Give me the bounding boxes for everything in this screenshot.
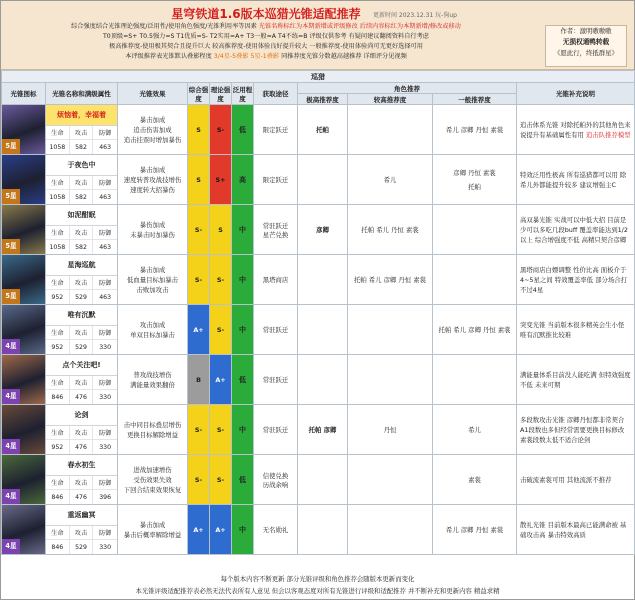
- lightcone-art: [2, 305, 46, 355]
- rec-high: [298, 505, 348, 555]
- header-overall: 综合强度: [188, 83, 210, 105]
- stat-label: 攻击: [70, 526, 94, 540]
- note-text: 多段数攻击光锥 彦卿丹恒都非常契合 A1段数也多但经常需要更换目标修改 素裳段数太低不适合论剑: [520, 415, 625, 444]
- lightcone-note: [517, 505, 635, 555]
- stat-label: 生命: [46, 276, 70, 290]
- lightcone-name-cell: [46, 105, 118, 155]
- table-row: [2, 405, 635, 455]
- stat-label: 防御: [93, 326, 117, 340]
- theory-grade: A+: [210, 355, 232, 405]
- lightcone-name: 星海巡航: [67, 261, 96, 269]
- header-notes: 光锥补充说明: [517, 83, 635, 105]
- lightcone-name: 烦恼着，幸福着: [46, 105, 117, 125]
- lightcone-name-cell: [46, 455, 118, 505]
- lightcone-art: [2, 105, 46, 155]
- header-notes: [1, 22, 531, 62]
- stat-label: 攻击: [70, 276, 94, 290]
- stat-label: 生命: [46, 526, 70, 540]
- header-note-text: 同推荐度光锥分数越高越推荐 详细评分见视频: [279, 53, 407, 60]
- stat-value: 330: [99, 343, 112, 351]
- lightcone-effect: 暴伤加成 未暴击时加暴伤: [118, 205, 188, 255]
- rarity-badge: 5星: [2, 289, 20, 304]
- header-note-text: 3/4星-5叠影 5星-1叠影: [213, 53, 280, 60]
- stat-value: 330: [99, 443, 112, 451]
- table-row: [2, 355, 635, 405]
- lightcone-name: 于夜色中: [67, 161, 96, 169]
- theory-grade: A+: [210, 505, 232, 555]
- lightcone-note: [517, 255, 635, 305]
- rec-mid: [348, 305, 433, 355]
- author-motto: 《愿此行，终抵群星》: [554, 49, 618, 57]
- header-note-line: [1, 42, 531, 52]
- stat-value: 846: [46, 540, 70, 554]
- lightcone-name-cell: [46, 155, 118, 205]
- lightcone-note: [517, 455, 635, 505]
- theory-grade: S-: [210, 405, 232, 455]
- acquire-source: 限定跃迁: [254, 155, 298, 205]
- header-note-text: 光锥名称标红为本期新增或评级修改 后续内容标红为本期新增/修改或移动: [258, 23, 461, 30]
- stat-value: 529: [70, 340, 94, 354]
- lightcone-name-cell: [46, 355, 118, 405]
- usage-grade: 中: [232, 255, 254, 305]
- rec-high: 托帕 彦卿: [298, 405, 348, 455]
- overall-grade: A+: [188, 505, 210, 555]
- theory-grade: S+: [210, 155, 232, 205]
- lightcone-note: [517, 205, 635, 255]
- stat-label: 防御: [93, 426, 117, 440]
- page-title: 星穹铁道1.6版本巡猎光锥适配推荐: [171, 7, 361, 21]
- header-note-line: [1, 52, 531, 62]
- table-row: [2, 205, 635, 255]
- author-tagline: 无损权通鸭转载: [562, 38, 610, 46]
- lightcone-name: 如泥酣眠: [67, 211, 96, 219]
- rec-mid: [348, 505, 433, 555]
- rec-mid: 托帕 希儿 丹恒 素裳: [348, 205, 433, 255]
- table-row: [2, 305, 635, 355]
- header-theory: 理论强度: [210, 83, 232, 105]
- note-text: 追击体系光锥 对除托帕外的其他角色来说提升有基础属性有用: [520, 120, 631, 139]
- rec-high: [298, 355, 348, 405]
- header-usage: 泛用程度: [232, 83, 254, 105]
- acquire-source: 限定跃迁: [254, 105, 298, 155]
- stat-value: 952: [46, 290, 70, 304]
- acquire-source: 常驻跃迁: [254, 355, 298, 405]
- theory-grade: S-: [210, 455, 232, 505]
- rec-low-text: 希儿 彦卿 丹恒 素裳: [445, 125, 504, 134]
- header-rec-high: 极高推荐度: [298, 94, 348, 105]
- header-note-line: [1, 32, 531, 42]
- stat-label: 攻击: [70, 476, 94, 490]
- rec-mid: [348, 455, 433, 505]
- rec-mid: 希儿: [348, 155, 433, 205]
- rarity-badge: 4星: [2, 439, 20, 454]
- note-text: 高双暴光锥 实战可以中低大招 目前是少可以多吃几段buff 覆盖率能达到1/2以上 综合增强度不低 高精只契合彦卿: [520, 215, 628, 244]
- stat-label: 防御: [93, 476, 117, 490]
- theory-grade: S-: [210, 305, 232, 355]
- lightcone-effect: 暴击加成 速度转普攻战技增伤 速度转大招暴伤: [118, 155, 188, 205]
- lightcone-name: 唯有沉默: [67, 311, 96, 319]
- lightcone-effect: 暴击加成 暴击后概率解除增益: [118, 505, 188, 555]
- table-row: [2, 155, 635, 205]
- lightcone-table: [1, 70, 635, 555]
- stat-value: 529: [70, 540, 94, 554]
- header-rec-low: 一般推荐度: [433, 94, 517, 105]
- lightcone-name: 点个关注吧!: [62, 361, 101, 369]
- stat-label: 生命: [46, 326, 70, 340]
- rec-low: [433, 105, 517, 155]
- lightcone-name-cell: [46, 255, 118, 305]
- rec-low: [433, 455, 517, 505]
- stat-value: 476: [70, 440, 94, 454]
- overall-grade: B: [188, 355, 210, 405]
- lightcone-name-cell: [46, 305, 118, 355]
- stat-label: 攻击: [70, 326, 94, 340]
- acquire-source: 常驻跃迁: [254, 305, 298, 355]
- footer-line-2: 本光锥评级适配推荐表必然无法代表所有人意见 但会以客观态度对所有光锥进行评级和适配推荐 并不断补充和更新内容 精益求精: [135, 587, 500, 595]
- stat-label: 生命: [46, 376, 70, 390]
- rec-low: [433, 155, 517, 205]
- rec-low: [433, 355, 517, 405]
- note-text: 特效泛用性极高 所有巡猎都可以用 除希儿外都能提升较多 建议增强主C: [520, 170, 627, 189]
- author-name: 激明嗷嗷嗷: [579, 27, 612, 35]
- usage-grade: 中: [232, 505, 254, 555]
- theory-grade: S-: [210, 255, 232, 305]
- lightcone-effect: 攻击加成 单双目标加暴击: [118, 305, 188, 355]
- note-text: 突变光锥 当前版本很多精英会生小怪 唯有沉默推比较难: [520, 320, 625, 339]
- stat-value: 476: [70, 390, 94, 404]
- stat-label: 生命: [46, 226, 70, 240]
- stat-value: 396: [99, 493, 112, 501]
- author-box: [545, 25, 627, 67]
- note-text: 满能量体系目前没人能吃满 但特效强度不低 未来可期: [520, 370, 631, 389]
- note-highlight: 追击队推荐模型: [585, 130, 631, 139]
- rarity-badge: 4星: [2, 489, 20, 504]
- stat-label: 防御: [93, 276, 117, 290]
- lightcone-name: 重返幽冥: [67, 511, 96, 519]
- rarity-badge: 5星: [2, 239, 20, 254]
- header-note-text: 极高推荐度-使用极其契合且提升巨大 较高推荐度-使用体验良好提升较大 一般推荐度-使用体验尚可无更好选择可用: [109, 43, 423, 50]
- table-row: [2, 455, 635, 505]
- rarity-badge: 4星: [2, 389, 20, 404]
- stat-value: 330: [99, 543, 112, 551]
- stat-label: 攻击: [70, 176, 94, 190]
- stat-label: 防御: [93, 176, 117, 190]
- lightcone-effect: 普攻战技增伤 满能量效果翻倍: [118, 355, 188, 405]
- lightcone-art: [2, 405, 46, 455]
- overall-grade: S-: [188, 205, 210, 255]
- lightcone-name: 春水初生: [67, 461, 96, 469]
- table-row: [2, 255, 635, 305]
- rec-low-text: 希儿: [468, 425, 481, 434]
- header-icon: 光锥图标: [2, 83, 46, 105]
- stat-label: 生命: [46, 426, 70, 440]
- rarity-badge: 5星: [2, 189, 20, 204]
- stat-value: 463: [99, 193, 112, 201]
- acquire-source: 信使兑换 历战余响: [254, 455, 298, 505]
- lightcone-name-cell: [46, 205, 118, 255]
- table-row: [2, 505, 635, 555]
- header-note-text: T0顶级=S+ T0.5强力=S T1优质=S- T2实用=A+ T3一般=A T4不练=B 评级仅供参考 有疑问建议翻阅资料自行考虑: [103, 33, 429, 40]
- overall-grade: S-: [188, 255, 210, 305]
- lightcone-art: [2, 455, 46, 505]
- note-text: 散礼光锥 目前版本最高已能满命被 基础攻击高 暴击特效高质: [520, 520, 627, 539]
- rec-low: [433, 505, 517, 555]
- acquire-source: 常驻跃迁 星芒兑换: [254, 205, 298, 255]
- lightcone-name-cell: [46, 405, 118, 455]
- lightcone-effect: 击中同目标叠层增伤 更换目标解除增益: [118, 405, 188, 455]
- header-effect: 光锥效果: [118, 83, 188, 105]
- stat-value: 463: [99, 243, 112, 251]
- lightcone-effect: 进战加速增伤 受伤效果失效 下回合结束效果恢复: [118, 455, 188, 505]
- stat-value: 952: [46, 440, 70, 454]
- author-label: 作者：: [560, 27, 580, 35]
- rec-mid: [348, 105, 433, 155]
- lightcone-note: [517, 405, 635, 455]
- usage-grade: 低: [232, 105, 254, 155]
- rec-low: [433, 305, 517, 355]
- stat-value: 582: [70, 240, 94, 254]
- stat-value: 1058: [46, 140, 70, 154]
- lightcone-note: [517, 155, 635, 205]
- stat-value: 463: [99, 143, 112, 151]
- rec-low-text: 彦卿 丹恒 素裳: [453, 168, 496, 177]
- footer: [1, 573, 634, 597]
- stat-label: 防御: [93, 226, 117, 240]
- lightcone-note: [517, 355, 635, 405]
- stat-label: 防御: [93, 526, 117, 540]
- acquire-source: 黑塔商店: [254, 255, 298, 305]
- update-time: 更新时间 2023.12.31 玩-狗up: [373, 12, 457, 19]
- rec-low-extra: 托帕: [468, 182, 481, 191]
- rarity-badge: 5星: [2, 139, 20, 154]
- stat-value: 952: [46, 340, 70, 354]
- lightcone-note: [517, 105, 635, 155]
- rarity-badge: 4星: [2, 339, 20, 354]
- header-source: 获取途径: [254, 83, 298, 105]
- rec-low: [433, 405, 517, 455]
- stat-label: 攻击: [70, 376, 94, 390]
- overall-grade: A+: [188, 305, 210, 355]
- theory-grade: S-: [210, 105, 232, 155]
- lightcone-art: [2, 205, 46, 255]
- lightcone-art: [2, 155, 46, 205]
- header-note-text: 本评级推荐表光锥默认叠影程度: [125, 53, 214, 60]
- rarity-badge: 4星: [2, 539, 20, 554]
- rec-high: [298, 455, 348, 505]
- stat-label: 攻击: [70, 226, 94, 240]
- stat-value: 1058: [46, 190, 70, 204]
- stat-label: 防御: [93, 376, 117, 390]
- rec-high: 彦卿: [298, 205, 348, 255]
- rec-low: [433, 205, 517, 255]
- header-area: [1, 1, 634, 70]
- lightcone-name-cell: [46, 505, 118, 555]
- note-text: 击破流素裳可用 其他流派不推荐: [520, 475, 612, 484]
- lightcone-art: [2, 505, 46, 555]
- rec-low: [433, 255, 517, 305]
- usage-grade: 低: [232, 355, 254, 405]
- overall-grade: S-: [188, 455, 210, 505]
- rec-mid: 托帕 希儿 彦卿 丹恒 素裳: [348, 255, 433, 305]
- header-rec-group: 角色推荐: [298, 83, 517, 94]
- stat-value: 463: [99, 293, 112, 301]
- lightcone-art: [2, 255, 46, 305]
- lightcone-note: [517, 305, 635, 355]
- table-row: [2, 105, 635, 155]
- lightcone-name: 论剑: [74, 411, 89, 419]
- header-note-line: [1, 22, 531, 32]
- overall-grade: S: [188, 105, 210, 155]
- rec-mid: [348, 355, 433, 405]
- lightcone-effect: 暴击加成 低血量目标加暴击 击败加攻击: [118, 255, 188, 305]
- rec-high: 托帕: [298, 105, 348, 155]
- note-text: 黑塔商店白嫖调整 性价比高 面板介于4~5星之间 特效覆盖率低 部分场合打不过4星: [520, 265, 628, 294]
- header-name: 光锥名称和满级属性: [46, 83, 118, 105]
- stat-value: 582: [70, 190, 94, 204]
- usage-grade: 中: [232, 305, 254, 355]
- stat-value: 330: [99, 393, 112, 401]
- stat-label: 攻击: [70, 426, 94, 440]
- theory-grade: S: [210, 205, 232, 255]
- overall-grade: S: [188, 155, 210, 205]
- stat-value: 529: [70, 290, 94, 304]
- rec-high: [298, 305, 348, 355]
- acquire-source: 无名勋礼: [254, 505, 298, 555]
- stat-value: 476: [70, 490, 94, 504]
- rec-high: [298, 155, 348, 205]
- usage-grade: 高: [232, 155, 254, 205]
- rec-low-text: 托帕 希儿 彦卿 丹恒 素裳: [438, 325, 511, 334]
- rec-high: [298, 255, 348, 305]
- stat-value: 1058: [46, 240, 70, 254]
- header-rec-mid: 较高推荐度: [348, 94, 433, 105]
- stat-label: 生命: [46, 476, 70, 490]
- stat-label: 生命: [46, 126, 70, 140]
- section-title: 巡猎: [2, 71, 635, 83]
- header-note-text: 综合强度结合光锥理论强度/泛用性/使用角色强度/光锥利用率等因素: [71, 23, 259, 30]
- stat-label: 生命: [46, 176, 70, 190]
- usage-grade: 中: [232, 205, 254, 255]
- usage-grade: 低: [232, 455, 254, 505]
- lightcone-effect: 暴击加成 追击伤害加成 追击挂票时增加暴伤: [118, 105, 188, 155]
- overall-grade: S-: [188, 405, 210, 455]
- stat-label: 防御: [93, 126, 117, 140]
- acquire-source: 常驻跃迁: [254, 405, 298, 455]
- stat-label: 攻击: [70, 126, 94, 140]
- rec-mid: 丹恒: [348, 405, 433, 455]
- lightcone-art: [2, 355, 46, 405]
- rec-low-text: 素裳: [468, 475, 481, 484]
- footer-line-1: 每个版本内容不断更新 部分光锥评级和角色推荐会随版本更新而变化: [220, 575, 415, 583]
- stat-value: 582: [70, 140, 94, 154]
- stat-value: 846: [46, 390, 70, 404]
- rec-low-text: 希儿 彦卿 丹恒 素裳: [445, 525, 504, 534]
- usage-grade: 中: [232, 405, 254, 455]
- stat-value: 846: [46, 490, 70, 504]
